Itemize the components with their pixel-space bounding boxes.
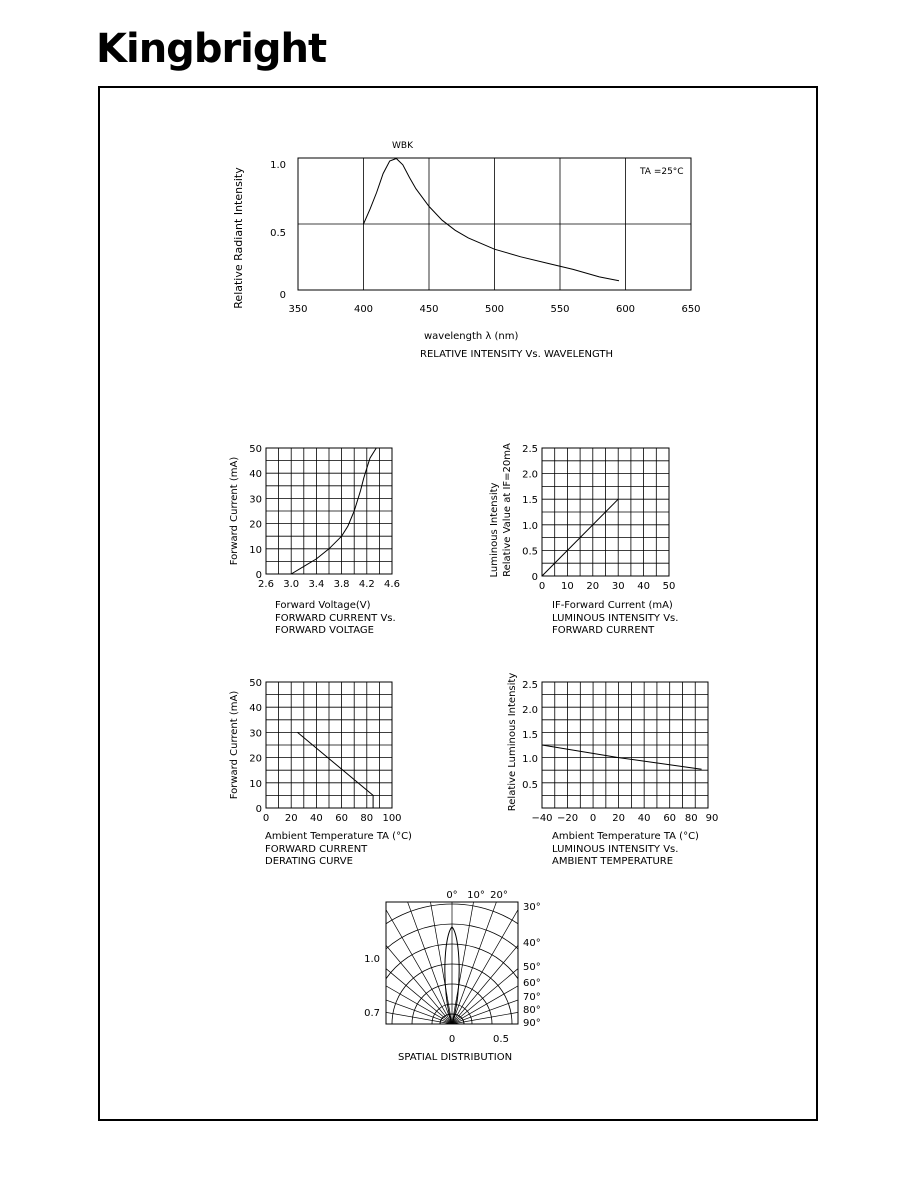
derating-xtick-label: 60 bbox=[335, 813, 348, 824]
iv_ta-xtick-label: 40 bbox=[637, 813, 651, 824]
if_vf-ytick-label: 30 bbox=[249, 494, 262, 506]
spectrum-series-line bbox=[364, 159, 620, 281]
iv_if-xtick-label: 40 bbox=[637, 581, 650, 592]
iv_ta-xtick-label: 0 bbox=[589, 813, 597, 824]
ivta-caption-2: AMBIENT TEMPERATURE bbox=[552, 856, 674, 867]
iv_ta-xtick-label: 80 bbox=[684, 813, 698, 824]
if_vf-ytick-label: 20 bbox=[249, 519, 262, 531]
iv_ta-ytick-label: 1.5 bbox=[522, 730, 538, 741]
spatial-angle-line bbox=[384, 836, 452, 1024]
ifvf-xlabel: Forward Voltage(V) bbox=[275, 600, 371, 611]
ivta-ylabel: Relative Luminous Intensity bbox=[507, 672, 518, 812]
iv_if-plot bbox=[542, 448, 669, 576]
ivta-caption-1: LUMINOUS INTENSITY Vs. bbox=[552, 844, 679, 855]
spectrum-ytick-label: 0.5 bbox=[270, 228, 286, 239]
derating-caption-1: FORWARD CURRENT bbox=[265, 844, 368, 855]
if_vf-xtick-label: 3.0 bbox=[283, 579, 300, 590]
ivif-caption-1: LUMINOUS INTENSITY Vs. bbox=[552, 613, 679, 624]
iv_ta-xtick-label: 20 bbox=[612, 813, 625, 824]
spatial-angle-label: 30° bbox=[523, 902, 541, 913]
if_vf-xtick-label: 3.8 bbox=[333, 579, 350, 590]
if_vf-xtick-label: 2.6 bbox=[258, 579, 274, 590]
spatial-angle-label: 70° bbox=[523, 992, 541, 1003]
derating-ytick-label: 40 bbox=[249, 703, 262, 715]
iv_ta-ytick-label: 0.5 bbox=[522, 780, 538, 791]
iv_if-ytick-label: 1.5 bbox=[522, 495, 538, 507]
ivta-xlabel: Ambient Temperature TA (°C) bbox=[552, 831, 699, 842]
ivif-ylabel-line1: Luminous Intensity bbox=[489, 482, 500, 578]
iv_ta-xtick-label: −20 bbox=[556, 813, 579, 824]
iv_ta-ytick-label: 2.0 bbox=[522, 705, 538, 716]
spatial-radial-label: 0.5 bbox=[493, 1034, 509, 1045]
spectrum-xtick-label: 400 bbox=[353, 304, 374, 315]
spatial-angle-label: 80° bbox=[523, 1005, 541, 1016]
iv_ta-xtick-label: −40 bbox=[531, 813, 553, 824]
spectrum-ytick-label: 0 bbox=[279, 290, 286, 301]
spectrum-ylabel: Relative Radiant Intensity bbox=[232, 167, 245, 309]
spectrum-ytick-label: 1.0 bbox=[270, 160, 286, 171]
spatial-angle-label: 0° bbox=[446, 890, 458, 901]
spatial-angle-label: 10° bbox=[467, 890, 485, 901]
iv_ta-xtick-label: 90 bbox=[705, 813, 719, 824]
kingbright-logo: Kingbright bbox=[96, 26, 327, 72]
if_vf-xtick-label: 4.6 bbox=[384, 579, 400, 590]
iv_if-xtick-label: 30 bbox=[611, 581, 625, 592]
spatial-angle-line bbox=[264, 956, 452, 1024]
iv_ta-ytick-label: 1.0 bbox=[522, 754, 538, 765]
spectrum-plot bbox=[298, 158, 691, 290]
spectrum-xtick-label: 550 bbox=[550, 304, 570, 315]
if_vf-ytick-label: 50 bbox=[249, 444, 262, 455]
derating-xtick-label: 0 bbox=[262, 813, 270, 824]
ifvf-caption-2: FORWARD VOLTAGE bbox=[275, 625, 374, 636]
if_vf-ytick-label: 10 bbox=[249, 544, 262, 556]
spatial-angle-line bbox=[452, 956, 640, 1024]
spectrum-xtick-label: 650 bbox=[681, 304, 701, 315]
derating-ylabel: Forward Current (mA) bbox=[229, 690, 240, 800]
ifvf-caption-1: FORWARD CURRENT Vs. bbox=[275, 613, 396, 624]
iv_if-xtick-label: 50 bbox=[662, 581, 676, 592]
if_vf-xtick-label: 3.4 bbox=[308, 579, 325, 590]
spatial-radial-label: 0.7 bbox=[364, 1008, 380, 1019]
iv_if-ytick-label: 2.5 bbox=[522, 444, 538, 455]
spatial-angle-label: 90° bbox=[523, 1018, 541, 1029]
ivif-ylabel-line2: Relative Value at IF=20mA bbox=[502, 443, 513, 577]
iv_if-ytick-label: 2.0 bbox=[522, 469, 538, 481]
if_vf-ytick-label: 40 bbox=[249, 469, 262, 481]
derating-xtick-label: 20 bbox=[284, 813, 298, 824]
spectrum-caption: RELATIVE INTENSITY Vs. WAVELENGTH bbox=[420, 349, 614, 360]
spectrum-xtick-label: 350 bbox=[288, 304, 308, 315]
spatial-plot bbox=[252, 824, 652, 1144]
spectrum-xlabel: wavelength λ (nm) bbox=[424, 331, 519, 342]
derating-xtick-label: 100 bbox=[382, 813, 402, 824]
iv_ta-series-line bbox=[542, 745, 702, 769]
iv_if-xtick-label: 10 bbox=[561, 581, 574, 592]
spatial-caption: SPATIAL DISTRIBUTION bbox=[398, 1052, 513, 1063]
iv_ta-plot bbox=[542, 682, 708, 808]
derating-xtick-label: 40 bbox=[310, 813, 323, 824]
ivif-caption-2: FORWARD CURRENT bbox=[552, 625, 655, 636]
derating-xlabel: Ambient Temperature TA (°C) bbox=[265, 831, 412, 842]
derating-xtick-label: 80 bbox=[360, 813, 374, 824]
derating-plot bbox=[266, 682, 392, 808]
spatial-radial-label: 0 bbox=[448, 1034, 456, 1045]
derating-ytick-label: 10 bbox=[249, 778, 262, 790]
iv_if-ytick-label: 0 bbox=[531, 572, 538, 583]
spectrum-xtick-label: 500 bbox=[484, 304, 505, 315]
derating-ytick-label: 30 bbox=[249, 728, 262, 740]
if_vf-xtick-label: 4.2 bbox=[358, 579, 375, 590]
if_vf-ytick-label: 0 bbox=[255, 570, 262, 581]
ifvf-ylabel: Forward Current (mA) bbox=[229, 456, 240, 566]
iv_ta-ytick-label: 2.5 bbox=[522, 680, 538, 691]
derating-ytick-label: 0 bbox=[255, 804, 262, 815]
derating-ytick-label: 50 bbox=[249, 678, 262, 689]
spectrum-peak-label: WBK bbox=[392, 141, 413, 151]
spatial-angle-label: 20° bbox=[490, 890, 508, 901]
iv_ta-xtick-label: 60 bbox=[663, 813, 677, 824]
iv_if-xtick-label: 0 bbox=[538, 581, 546, 592]
spatial-angle-line bbox=[323, 871, 452, 1024]
spatial-angle-label: 60° bbox=[523, 978, 541, 989]
spectrum-temp-label: TA =25°C bbox=[640, 167, 684, 177]
ivif-xlabel: IF-Forward Current (mA) bbox=[552, 600, 673, 611]
spectrum-xtick-label: 600 bbox=[615, 304, 636, 315]
spatial-radial-label: 1.0 bbox=[364, 954, 380, 965]
spectrum-xtick-label: 450 bbox=[419, 304, 439, 315]
derating-ytick-label: 20 bbox=[249, 753, 262, 765]
spatial-grid bbox=[252, 824, 652, 1144]
if_vf-plot bbox=[266, 448, 392, 574]
spatial-angle-label: 40° bbox=[523, 938, 541, 949]
spatial-angle-label: 50° bbox=[523, 962, 541, 973]
derating-caption-2: DERATING CURVE bbox=[265, 856, 353, 867]
iv_if-ytick-label: 0.5 bbox=[522, 546, 538, 558]
iv_if-ytick-label: 1.0 bbox=[522, 520, 538, 532]
iv_if-xtick-label: 20 bbox=[586, 581, 600, 592]
spatial-angle-line bbox=[452, 836, 520, 1024]
